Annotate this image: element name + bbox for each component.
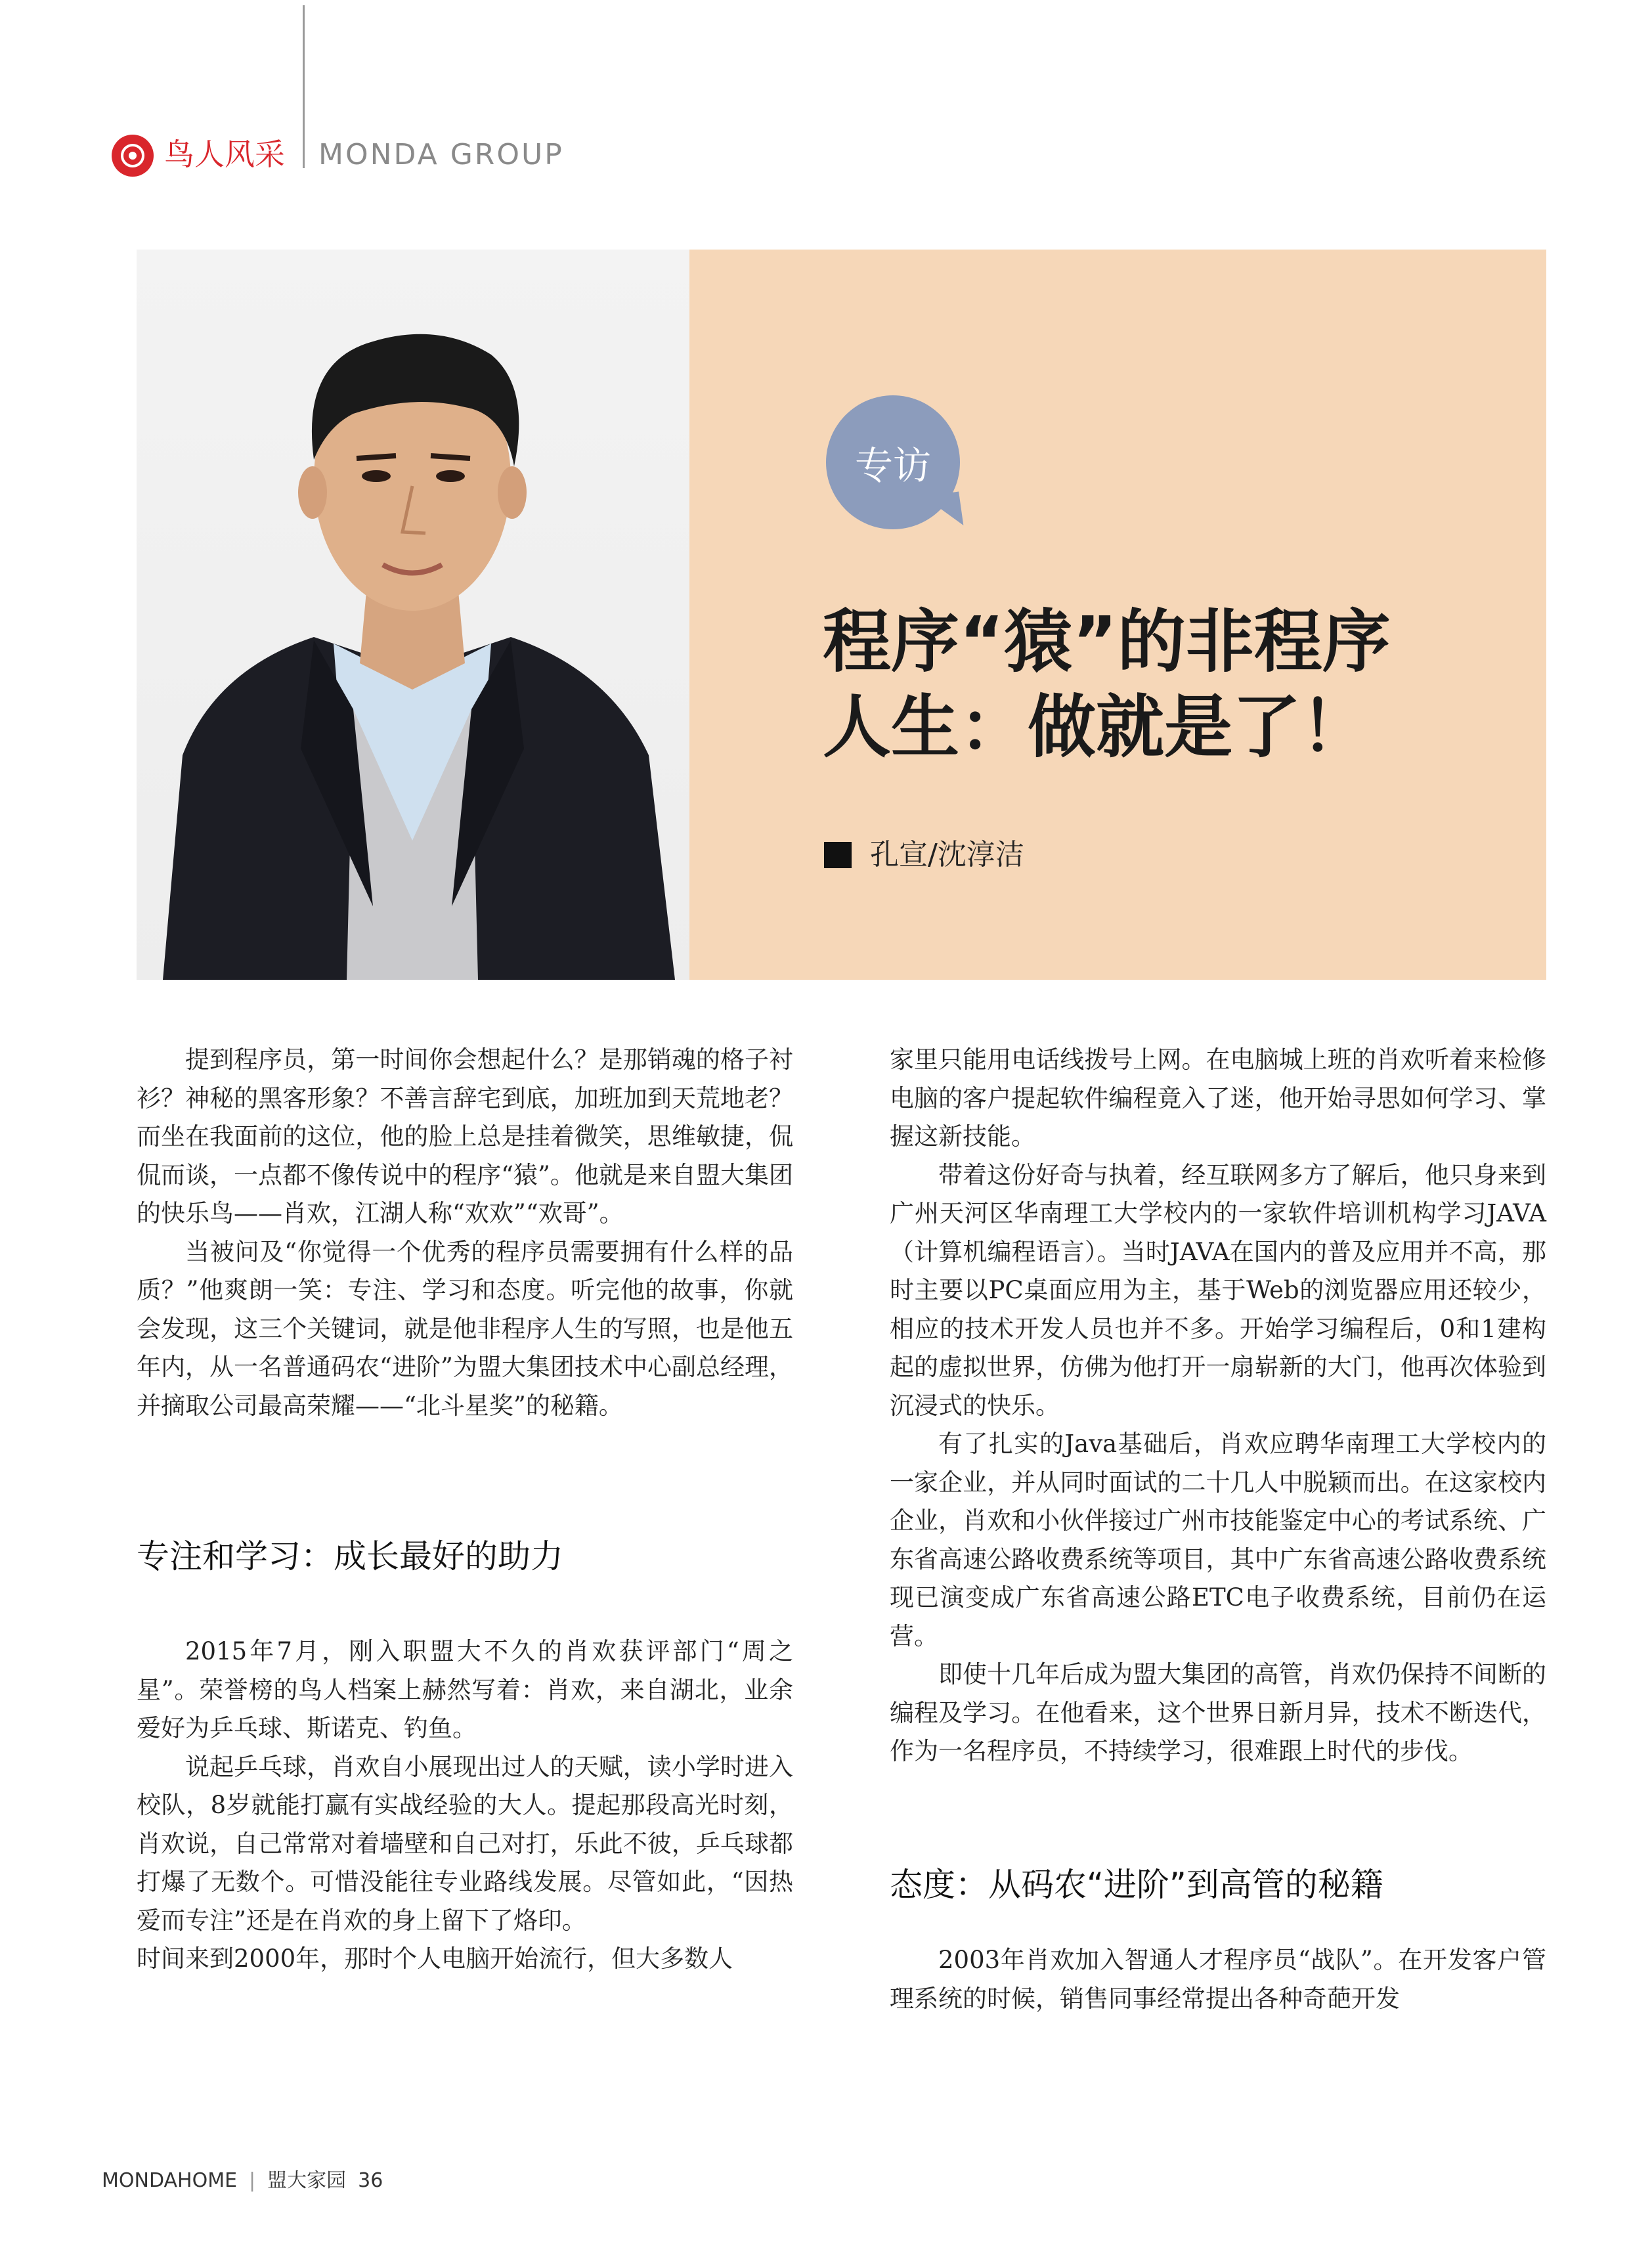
title-line-2: 人生：做就是了！ bbox=[823, 687, 1370, 767]
paragraph: 即使十几年后成为盟大集团的高管，肖欢仍保持不间断的编程及学习。在他看来，这个世界日新月异，技术不断迭代，作为一名程序员，不持续学习，很难跟上时代的步伐。 bbox=[890, 1660, 1546, 1765]
section-heading: 专注和学习：成长最好的助力 bbox=[137, 1537, 563, 1575]
section-name: 鸟人风采 bbox=[164, 137, 285, 172]
footer-magazine: 盟大家园 bbox=[267, 2169, 347, 2192]
section-heading: 态度：从码农“进阶”到高管的秘籍 bbox=[890, 1866, 1383, 1904]
left-column-body bbox=[137, 1633, 793, 1979]
paragraph: 带着这份好奇与执着，经互联网多方了解后，他只身来到广州天河区华南理工大学校内的一家软件培训机构学习JAVA（计算机编程语言）。当时JAVA在国内的普及应用并不高，那时主要以PC桌面应用为主，基于Web的浏览器应用还较少，相应的技术开发人员也并不多。开始学习编程后，0和1建构起的虚拟世界，仿佛为他打开一扇崭新的大门，他再次体验到沉浸式的快乐。 bbox=[890, 1160, 1546, 1420]
page-footer bbox=[102, 2164, 383, 2197]
paragraph: 说起乒乓球，肖欢自小展现出过人的天赋，读小学时进入校队，8岁就能打赢有实战经验的大人。提起那段高光时刻，肖欢说，自己常常对着墙壁和自己对打，乐此不彼，乒乓球都打爆了无数个。可惜没能往专业路线发展。尽管如此，“因热爱而专注”还是在肖欢的身上留下了烙印。 bbox=[137, 1752, 793, 1935]
article-title bbox=[823, 599, 1519, 770]
footer-brand: MONDAHOME bbox=[102, 2169, 238, 2192]
left-column-intro bbox=[137, 1041, 793, 1425]
paragraph: 家里只能用电话线拨号上网。在电脑城上班的肖欢听着来检修电脑的客户提起软件编程竟入了迷，他开始寻思如何学习、掌握这新技能。 bbox=[890, 1045, 1546, 1151]
portrait-illustration bbox=[137, 250, 689, 980]
right-column-body bbox=[890, 1041, 1546, 1771]
paragraph: 2015年7月，刚入职盟大不久的肖欢获评部门“周之星”。荣誉榜的鸟人档案上赫然写着：肖欢，来自湖北，业余爱好为乒乓球、斯诺克、钓鱼。 bbox=[137, 1637, 793, 1742]
header-divider bbox=[303, 5, 305, 168]
byline-square-icon bbox=[824, 842, 852, 868]
interview-tag: 专访 bbox=[854, 443, 931, 488]
paragraph: 时间来到2000年，那时个人电脑开始流行，但大多数人 bbox=[137, 1944, 733, 1973]
portrait-photo bbox=[137, 250, 689, 980]
right-column-tail bbox=[890, 1941, 1546, 2018]
page-number: 36 bbox=[358, 2169, 383, 2192]
logo-dot bbox=[129, 152, 137, 160]
byline: 孔宣/沈淳洁 bbox=[870, 838, 1024, 871]
paragraph: 提到程序员，第一时间你会想起什么？是那销魂的格子衬衫？神秘的黑客形象？不善言辞宅到底，加班加到天荒地老？而坐在我面前的这位，他的脸上总是挂着微笑，思维敏捷，侃侃而谈，一点都不像传说中的程序“猿”。他就是来自盟大集团的快乐鸟——肖欢，江湖人称“欢欢”“欢哥”。 bbox=[137, 1045, 793, 1227]
title-line-1: 程序“猿”的非程序 bbox=[823, 602, 1391, 682]
footer-separator: | bbox=[249, 2169, 256, 2192]
paragraph: 2003年肖欢加入智通人才程序员“战队”。在开发客户管理系统的时候，销售同事经常提出各种奇葩开发 bbox=[890, 1946, 1546, 2013]
monda-logo-icon bbox=[112, 135, 154, 177]
group-name: MONDA GROUP bbox=[318, 138, 564, 171]
paragraph: 当被问及“你觉得一个优秀的程序员需要拥有什么样的品质？”他爽朗一笑：专注、学习和态度。听完他的故事，你就会发现，这三个关键词，就是他非程序人生的写照，也是他五年内，从一名普通码农“进阶”为盟大集团技术中心副总经理，并摘取公司最高荣耀——“北斗星奖”的秘籍。 bbox=[137, 1237, 793, 1420]
paragraph: 有了扎实的Java基础后，肖欢应聘华南理工大学校内的一家企业，并从同时面试的二十几人中脱颖而出。在这家校内企业，肖欢和小伙伴接过广州市技能鉴定中心的考试系统、广东省高速公路收费系统等项目，其中广东省高速公路收费系统现已演变成广东省高速公路ETC电子收费系统，目前仍在运营。 bbox=[890, 1430, 1546, 1650]
